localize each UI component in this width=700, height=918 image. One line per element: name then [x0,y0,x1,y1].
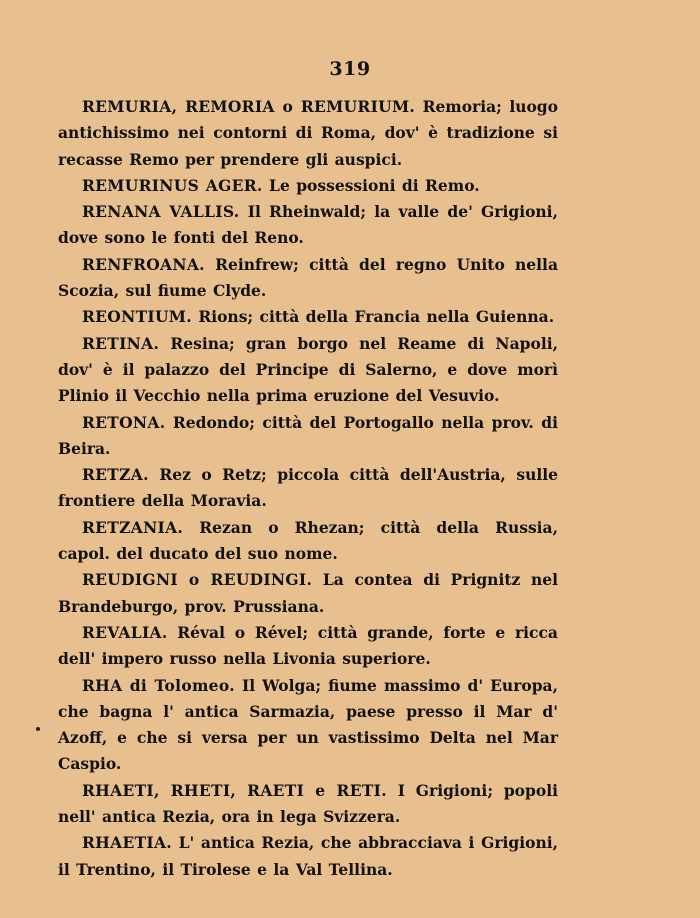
entry-rha [58,673,558,778]
entry-headword: RETZA. [82,465,149,485]
entry-retona [58,410,558,463]
entry-text: Remoria; luogo antichissimo nei contorni di Roma, dov' è tradizione si recasse Remo per prendere gli auspici. [58,97,558,169]
entry-remurinus-ager [58,173,558,199]
entry-text: Réval o Rével; città grande, forte e ricca dell' impero russo nella Livonia superiore. [58,622,558,669]
entry-headword: RHA di Tolomeo. [82,675,235,695]
entry-text: L' antica Rezia, che abbracciava i Grigioni, il Trentino, il Tirolese e la Val Tellina. [58,833,559,879]
entry-text: La contea di Prignitz nel Brandeburgo, prov. Prussiana. [58,570,558,616]
entry-text: Resina; gran borgo nel Reame di Napoli, dov' è il palazzo del Principe di Salerno, e dove morì Plinio il Vecchio nella prima eruzione del Vesuvio. [58,333,558,406]
entry-text: Rions; città della Francia nella Guienna. [198,307,555,327]
dictionary-entries [58,94,558,883]
entry-retzania [58,515,558,568]
entry-reontium [58,304,558,330]
entry-text: Rezan o Rhezan; città della Russia, capol. del ducato del suo nome. [58,517,558,564]
entry-renana-vallis [58,199,558,252]
entry-headword: RENANA VALLIS. [82,202,240,222]
entry-headword: RETONA. [82,412,166,432]
entry-text: Redondo; città del Portogallo nella prov. di Beira. [58,412,558,458]
entry-text: Reinfrew; città del regno Unito nella Scozia, sul fiume Clyde. [58,254,558,301]
entry-headword: REMURIA, REMORIA o REMURIUM. [82,97,416,116]
entry-text: Il Wolga; fiume massimo d' Europa, che bagna l' antica Sarmazia, paese presso il Mar d' Azoff, e che si versa per un vastissimo Delta nel Mar Caspio. [58,675,558,774]
page-number: 319 [329,58,371,80]
entry-text: I Grigioni; popoli nell' antica Rezia, ora in lega Svizzera. [58,780,558,827]
entry-text: Il Rheinwald; la valle de' Grigioni, dove sono le fonti del Reno. [58,202,558,248]
entry-rhaetia [58,830,558,883]
entry-remuria [58,94,558,173]
entry-retza [58,462,558,515]
entry-headword: RHAETIA. [82,833,172,853]
entry-headword: RETZANIA. [82,517,184,537]
entry-headword: RETINA. [82,333,160,353]
entry-headword: REONTIUM. [82,307,192,327]
entry-revalia [58,620,558,673]
entry-retina [58,331,558,410]
entry-text: Rez o Retz; piccola città dell'Austria, sulle frontiere della Moravia. [58,465,558,511]
entry-headword: REMURINUS AGER. [82,175,263,195]
entry-headword: REUDIGNI o REUDINGI. [82,570,313,590]
entry-renfroana [58,252,558,305]
entry-reudigni [58,567,558,620]
entry-text: Le possessioni di Remo. [269,175,480,195]
entry-headword: REVALIA. [82,622,168,642]
entry-headword: RHAETI, RHETI, RAETI e RETI. [82,780,387,800]
entry-rhaeti [58,778,558,831]
entry-headword: RENFROANA. [82,254,205,274]
ink-speck [36,727,40,731]
